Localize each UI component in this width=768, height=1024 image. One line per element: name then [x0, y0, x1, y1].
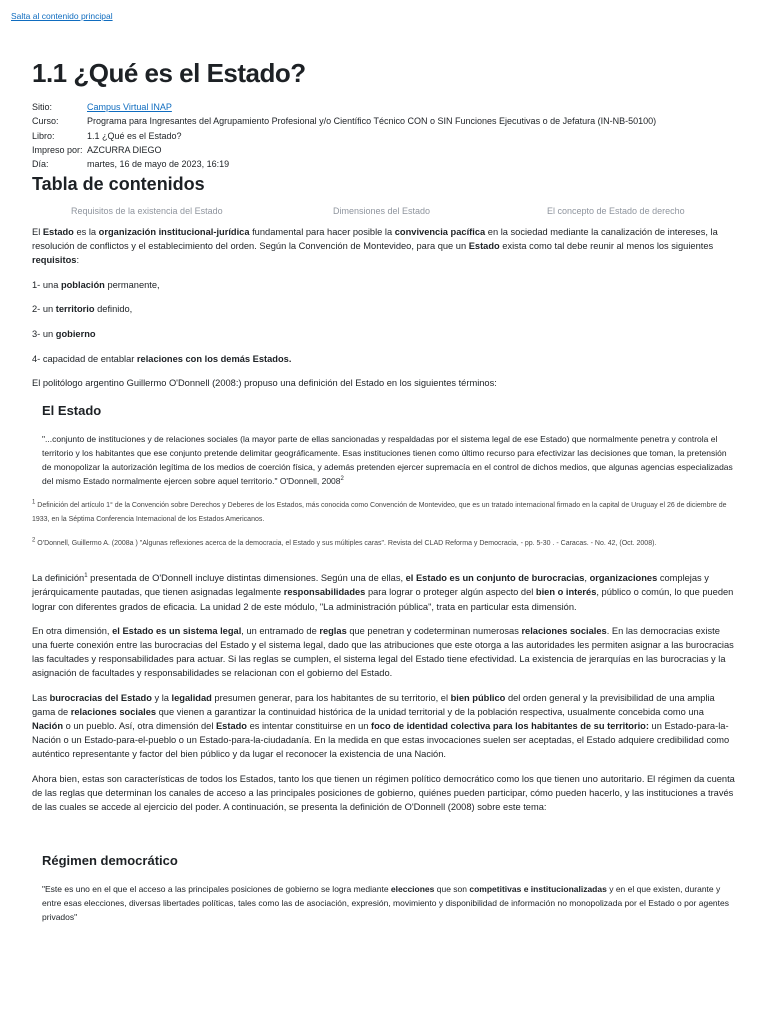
- paragraph: Las burocracias del Estado y la legalidad presumen generar, para los habitantes de su territorio, el bien público del orden general y la previsibilidad de una amplia gama de relaciones sociales que vienen a garantizar la continuidad histórica de la unidad territorial y de la población respectiva, usualmente concebida como una Nación o un pueblo. Así, otra dimensión del Estado es intentar constituirse en un foco de identidad colectiva para los habitantes de su territorio: un Estado-para-la-Nación o un Estado-para-el-pueblo o un Estado-para-la-ciudadanía. En la medida en que estas invocaciones suelen ser aceptadas, el Estado adquiere credibilidad como auténtico representante y factor del bien público y da lugar el reconocer la existencia de una Nación.: [32, 693, 730, 760]
- definition-box-regimen: [42, 854, 736, 924]
- box-title: El Estado: [42, 403, 102, 419]
- meta-label: Día:: [32, 159, 49, 170]
- toc-item[interactable]: Dimensiones del Estado: [333, 206, 431, 216]
- paragraph: La definición$^1$ presentada de O'Donnell incluye distintas dimensiones. Según una de ellas, el Estado es un conjunto de burocracias, organizaciones complejas y jerárquicamente pautadas, que tienen asignadas legalmente responsabilidades para lograr o proteger algún aspecto del bien o interés, público o común, lo que pueden lograr con diferentes grados de eficacia. La unidad 2 de este módulo, "La administración pública", trata en particular esta dimensión.: [32, 573, 734, 612]
- meta-value: 1.1 ¿Qué es el Estado?: [87, 130, 182, 141]
- requirement-item: 3- un gobierno: [32, 328, 96, 339]
- box-title: Régimen democrático: [42, 853, 178, 869]
- meta-label: Impreso por:: [32, 144, 83, 155]
- quote: "...conjunto de instituciones y de relaciones sociales (la mayor parte de ellas sancionadas y respaldadas por el sistema legal de ese Estado) que normalmente penetra y controla el territorio y los habitantes que ese conjunto pretende delimitar geográficamente. Esas instituciones tienen como último recurso para efectivizar las decisiones que toman, la pretensión de monopolizar la autorización legítima de los medios de coerción física, y además pretenden ejercer supremacía en el control de dichos medios, que algunas agencias especializadas del mismo Estado normalmente ejercen sobre aquel territorio." O'Donnell, 2008$^2$: [42, 434, 733, 487]
- meta-label: Libro:: [32, 130, 55, 141]
- page-title: 1.1 ¿Qué es el Estado?: [32, 58, 306, 88]
- meta-label: Sitio:: [32, 102, 53, 112]
- footnote-1: $^1$ Definición del artículo 1° de la Convención sobre Derechos y Deberes de los Estados, más conocida como Convención de Montevideo, que es un tratado internacional firmado en la capital de Uruguay el 26 de diciembre de 1933, en la Séptima Conferencia Internacional de los Estados Americanos.: [32, 499, 727, 523]
- quote: "Este es uno en el que el acceso a las principales posiciones de gobierno se logra mediante elecciones que son competitivas e institucionalizadas y en el que existen, durante y entre esas elecciones, diversas libertades políticas, tales como las de asociación, expresión, movimiento y disponibilidad de información no monopolizada por el Estado o por agentes privados": [42, 884, 729, 923]
- paragraph: El politólogo argentino Guillermo O'Donnell (2008:) propuso una definición del Estado en los siguientes términos:: [32, 378, 497, 389]
- footnote-2: $^2$ O'Donnell, Guillermo A. (2008a ) "Algunas reflexiones acerca de la democracia, el Estado y sus múltiples caras". Revista del CLAD Reforma y Democracia, - pp. 5-30 . - Caracas. - No. 42, (Oct. 2008).: [32, 538, 657, 548]
- definition-box-estado: [42, 404, 736, 488]
- toc-heading: Tabla de contenidos: [32, 174, 205, 194]
- toc-item[interactable]: Requisitos de la existencia del Estado: [71, 206, 223, 216]
- meta-row-dia: [32, 157, 656, 171]
- toc-item[interactable]: El concepto de Estado de derecho: [547, 206, 685, 216]
- meta-value: martes, 16 de mayo de 2023, 16:19: [87, 159, 230, 170]
- book-meta: [32, 100, 656, 171]
- site-link[interactable]: Campus Virtual INAP: [87, 102, 172, 112]
- requirement-item: 1- una población permanente,: [32, 279, 160, 290]
- meta-row-curso: [32, 114, 656, 128]
- paragraph: El Estado es la organización institucional-jurídica fundamental para hacer posible la convivencia pacífica en la sociedad mediante la canalización de intereses, la resolución de conflictos y el establecimiento del orden. Según la Convención de Montevideo, para que un Estado exista como tal debe reunir al menos los siguientes requisitos:: [32, 227, 718, 266]
- meta-row-libro: [32, 129, 656, 143]
- meta-label: Curso:: [32, 116, 59, 127]
- paragraph: Ahora bien, estas son características de todos los Estados, tanto los que tienen un régimen político democrático como los que tienen uno autoritario. El régimen da cuenta de las reglas que determinan los canales de acceso a las principales posiciones de gobierno, quiénes pueden participar, cómo pueden hacerlo, y las instituciones a través de las cuales se accede al ejercicio del poder. A continuación, se presenta la definición de O'Donnell (2008) sobre este tema:: [32, 773, 735, 813]
- skip-to-content-link[interactable]: Salta al contenido principal: [11, 11, 113, 21]
- requirement-item: 2- un territorio definido,: [32, 304, 133, 315]
- requirement-item: 4- capacidad de entablar relaciones con los demás Estados.: [32, 353, 292, 364]
- meta-row-sitio: [32, 100, 656, 114]
- meta-value: AZCURRA DIEGO: [87, 144, 162, 155]
- chapter-content: [32, 225, 736, 935]
- meta-row-impreso: [32, 143, 656, 157]
- paragraph: En otra dimensión, el Estado es un sistema legal, un entramado de reglas que penetran y codeterminan numerosas relaciones sociales. En las democracias existe una fuerte conexión entre las burocracias del Estado y el sistema legal, dado que las atribuciones que este otorga a las autoridades les permiten asignar a las burocracias las facultades y responsabilidades para actuar. Si las reglas se cumplen, el sistema legal del Estado tiene efectividad. La existencia de jerarquías en las burocracias y la asignación de facultades y responsabilidades se relacionan con el gobierno del Estado.: [32, 626, 734, 679]
- meta-value: Programa para Ingresantes del Agrupamiento Profesional y/o Científico Técnico CON o SIN Funciones Ejecutivas o de Jefatura (IN-NB-50100): [87, 116, 657, 127]
